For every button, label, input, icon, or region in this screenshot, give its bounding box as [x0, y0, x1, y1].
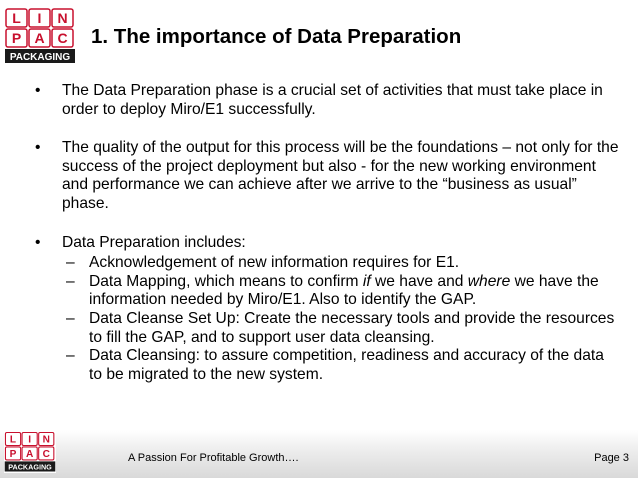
sub-text: Data Cleanse Set Up: Create the necessary tools and provide the resources to fill the GAP, and to support user data cleansing.: [89, 309, 615, 346]
logo-tile-p: [6, 29, 27, 47]
logo-letter: L: [9, 434, 17, 446]
logo-tile-a: [29, 29, 50, 47]
sub-marker: –: [66, 309, 75, 327]
page-title: 1. The importance of Data Preparation: [91, 25, 462, 48]
logo-letter: L: [12, 10, 21, 26]
bullet-text: The quality of the output for this process will be the foundations – not only for the success of the project deployment but also - for the new working environment and performance we can achieve after we arrive to the “business as usual” phase.: [62, 139, 619, 212]
logo-letter: I: [37, 10, 42, 26]
logo-tile-c: [39, 447, 54, 460]
logo-tile-l: [6, 9, 27, 27]
sub-marker: –: [66, 272, 75, 290]
bullet-marker: •: [35, 82, 41, 99]
logo-tile-c: [52, 29, 73, 47]
bullet-marker: •: [35, 233, 41, 251]
sub-item: [62, 254, 620, 273]
page-number: [594, 452, 629, 464]
sub-item: [62, 273, 620, 310]
sub-list: [62, 254, 620, 384]
bullet-text: The Data Preparation phase is a crucial set of activities that must take place in order to deploy Miro/E1 successfully.: [62, 82, 603, 118]
sub-item: [62, 347, 620, 384]
bullet-item: [35, 234, 620, 385]
logo-tile-p: [5, 447, 20, 460]
sub-marker: –: [66, 254, 75, 272]
logo-word: PACKAGING: [9, 52, 71, 63]
logo-letter: C: [42, 449, 50, 461]
logo-letter: P: [11, 30, 22, 46]
page-label: Page: [594, 452, 620, 464]
logo-letter: N: [57, 10, 68, 26]
logo-tile-a: [22, 447, 37, 460]
sub-text-part: Data Mapping, which means to confirm: [89, 272, 363, 290]
sub-text-emphasis: if: [362, 272, 371, 290]
logo-tile-i: [22, 433, 37, 446]
logo-letter: C: [57, 30, 68, 46]
bullet-item: [35, 139, 620, 213]
logo-tile-i: [29, 9, 50, 27]
sub-marker: –: [66, 347, 75, 365]
logo-tile-n: [52, 9, 73, 27]
sub-text-emphasis: where: [467, 272, 511, 290]
bullet-item: [35, 82, 620, 119]
logo-letter: A: [25, 449, 34, 461]
footer-band: [0, 430, 638, 478]
sub-text-part: we have the information needed by Miro/E1. Also to identify the GAP.: [89, 272, 599, 309]
sub-text: Acknowledgement of new information requires for E1.: [89, 254, 460, 272]
page-number-value: 3: [622, 452, 629, 464]
logo-letter: N: [42, 434, 50, 446]
logo-word: PACKAGING: [8, 462, 52, 472]
logo-letter: P: [9, 449, 17, 461]
sub-text: Data Cleansing: to assure competition, readiness and accuracy of the data to be migrated to the new system.: [89, 347, 604, 383]
logo-tile-l: [5, 433, 20, 446]
sub-text-part: we have and: [370, 272, 468, 290]
sub-item: [62, 310, 620, 347]
bullet-text: Data Preparation includes:: [62, 233, 246, 251]
logo-tile-n: [39, 433, 54, 446]
logo-letter: I: [28, 434, 32, 446]
bullet-marker: •: [35, 139, 41, 157]
linpac-logo-footer: [4, 431, 56, 473]
logo-letter: A: [34, 30, 45, 46]
linpac-logo: [4, 7, 76, 65]
slide-body: [35, 82, 620, 384]
footer-tagline: A Passion For Profitable Growth….: [128, 452, 299, 464]
